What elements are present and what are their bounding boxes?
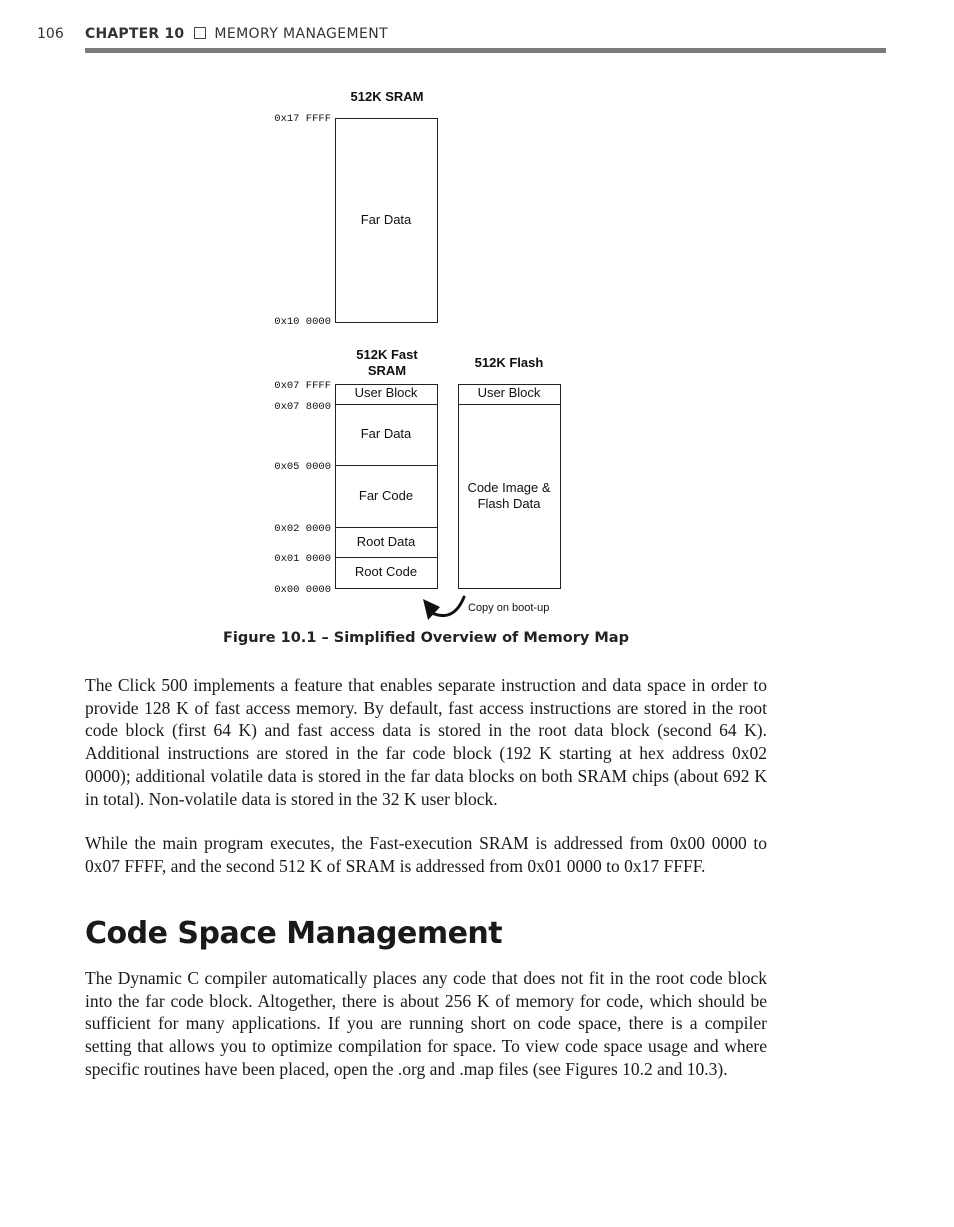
figure-caption: Figure 10.1 – Simplified Overview of Memory Map (223, 630, 629, 646)
fast-sram-user-block: User Block (354, 385, 418, 400)
fast-sram-title-1: 512K Fast (356, 347, 418, 362)
copy-on-boot-label: Copy on boot-up (468, 602, 550, 614)
body-paragraph-3: The Dynamic C compiler automatically places any code that does not fit in the root code block into the far code block. Altogether, there is about 256 K of memory for code, which should be sufficient for many applications. If you are running short on code space, there is a compiler setting that allows you to optimize compilation for space. To view code space usage and where specific routines have been placed, open the .org and .map files (see Figures 10.2 and 10.3). (85, 968, 767, 1079)
flash-code-label-1: Code Image & (467, 480, 551, 495)
flash-user-block: User Block (477, 385, 541, 400)
fast-sram-addr: 0x07 8000 (274, 401, 331, 413)
fast-sram-addr: 0x01 0000 (274, 553, 331, 565)
fast-sram-addr: 0x00 0000 (274, 584, 331, 596)
section-heading: Code Space Management (85, 916, 503, 951)
fast-sram-addr: 0x07 FFFF (274, 380, 331, 392)
flash-title: 512K Flash (474, 355, 544, 370)
fast-sram-root-data: Root Data (356, 534, 416, 549)
fast-sram-addr: 0x05 0000 (274, 461, 331, 473)
copy-arrow-icon (423, 597, 464, 620)
flash-code-label-2: Flash Data (477, 496, 541, 511)
body-paragraph-1: The Click 500 implements a feature that enables separate instruction and data space in order to provide 128 K of fast access memory. By default, fast access instructions are stored in the root code block (first 64 K) and fast access data is stored in the root data block (second 64 K). Additional instructions are stored in the far code block (192 K starting at hex address 0x02 0000); additional volatile data is stored in the far data blocks on both SRAM chips (about 692 K in total). Non-volatile data is stored in the 32 K user block. (85, 675, 767, 809)
fast-sram-far-data: Far Data (360, 426, 412, 441)
chapter-label: CHAPTER 10 (85, 26, 185, 42)
fast-sram-addr: 0x02 0000 (274, 523, 331, 535)
sram-title: 512K SRAM (350, 89, 424, 104)
fast-sram-title-2: SRAM (367, 363, 407, 378)
sram-block-label: Far Data (360, 212, 412, 227)
sram-addr-top: 0x17 FFFF (274, 113, 331, 125)
page-number: 106 (37, 26, 64, 42)
body-paragraph-2: While the main program executes, the Fast-execution SRAM is addressed from 0x00 0000 to 0x07 FFFF, and the second 512 K of SRAM is addressed from 0x01 0000 to 0x17 FFFF. (85, 833, 767, 876)
fast-sram-root-code: Root Code (354, 564, 418, 579)
fast-sram-far-code: Far Code (358, 488, 414, 503)
sram-addr-bottom: 0x10 0000 (274, 316, 331, 328)
chapter-title: MEMORY MANAGEMENT (214, 26, 389, 42)
